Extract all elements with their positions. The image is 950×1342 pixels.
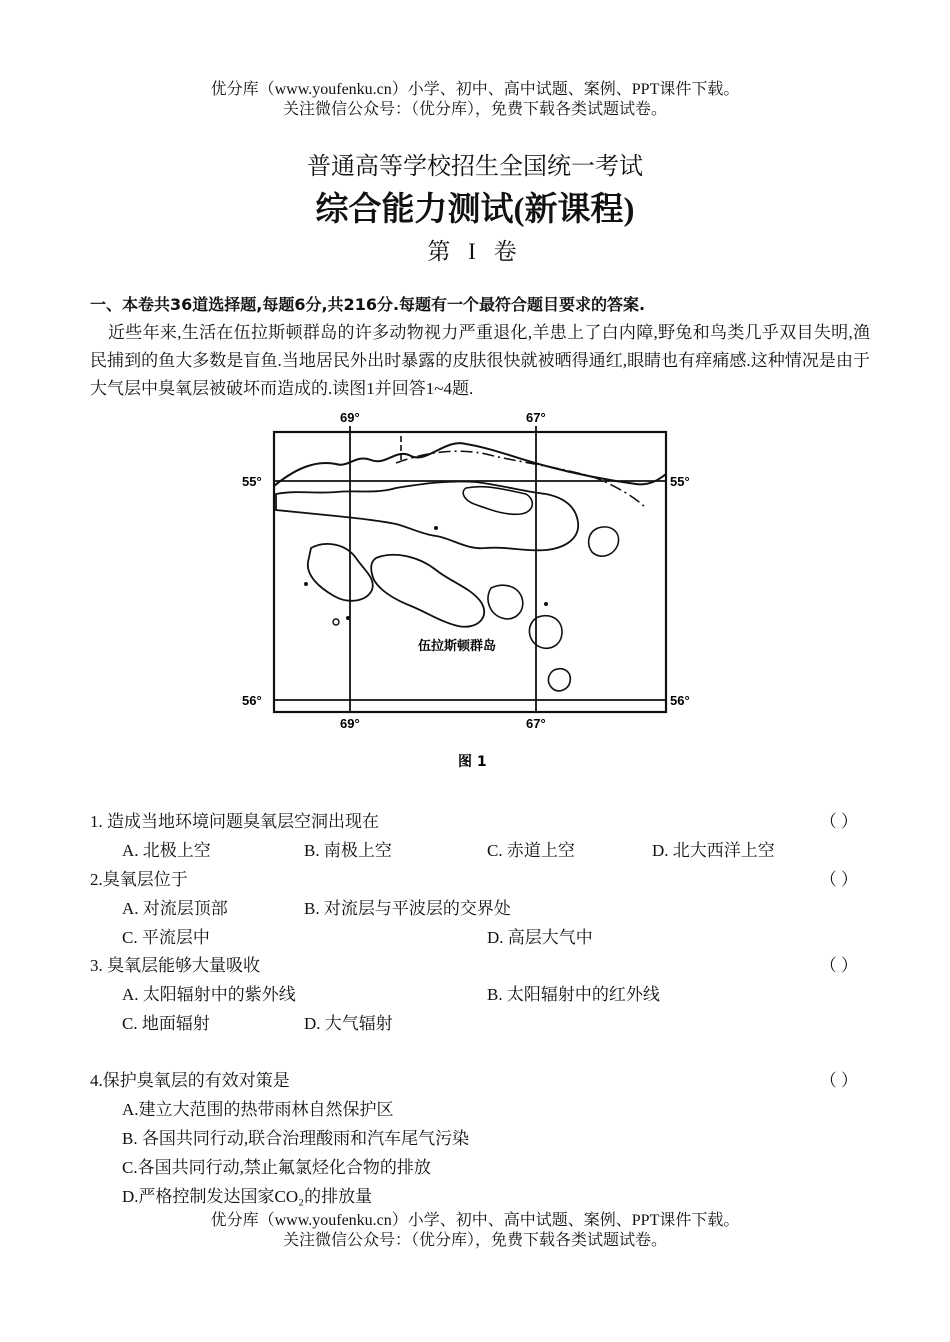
q4-option-c: C.各国共同行动,禁止氟氯烃化合物的排放 <box>122 1158 431 1177</box>
question-stem: 1. 造成当地环境问题臭氧层空洞出现在 <box>90 812 379 831</box>
question-2 <box>90 866 860 894</box>
map-figure <box>236 408 706 778</box>
q1-option-c: C. 赤道上空 <box>487 841 575 860</box>
label-lon-69-top: 69° <box>340 410 360 425</box>
label-lon-69-bottom: 69° <box>340 716 360 731</box>
q3-option-b: B. 太阳辐射中的红外线 <box>487 985 660 1004</box>
island-west <box>308 544 373 601</box>
answer-bracket: （ ） <box>819 870 858 889</box>
footer-line-2: 关注微信公众号：（优分库），免费下载各类试题试卷。 <box>282 1232 667 1249</box>
question-1 <box>90 808 860 836</box>
label-lat-56-left: 56° <box>242 693 262 708</box>
island-south-2 <box>548 669 570 691</box>
island-far-east <box>589 527 619 556</box>
islet <box>346 616 350 620</box>
question-3 <box>90 952 860 980</box>
label-islands: 伍拉斯顿群岛 <box>418 639 497 654</box>
coastline-north <box>274 443 666 486</box>
section-intro <box>90 291 870 403</box>
label-lat-55-right: 55° <box>670 474 690 489</box>
islet <box>333 619 339 625</box>
exam-subtitle: 综合能力测试(新课程) <box>315 192 635 228</box>
q1-option-a: A. 北极上空 <box>122 841 211 860</box>
q2-option-c: C. 平流层中 <box>122 928 210 947</box>
q3-option-d: D. 大气辐射 <box>304 1014 393 1033</box>
q4-option-d: D.严格控制发达国家CO₂的排放量 <box>122 1187 373 1206</box>
answer-bracket: （ ） <box>819 956 858 975</box>
section-heading: 一、本卷共36道选择题,每题6分,共216分.每题有一个最符合题目要求的答案. <box>90 295 646 314</box>
reading-passage: 近些年来,生活在伍拉斯顿群岛的许多动物视力严重退化,羊患上了白内障,野兔和鸟类几乎双目失明,渔民捕到的鱼大多数是盲鱼.当地居民外出时暴露的皮肤很快就被晒得通红,眼睛也有痒痛感.这种情况是由于大气层中臭氧层被破坏而造成的.读图1并回答1~4题. <box>90 323 870 398</box>
islet <box>544 602 548 606</box>
label-lat-55-left: 55° <box>242 474 262 489</box>
island-south-1 <box>529 616 562 649</box>
island-east-1 <box>488 585 523 619</box>
island-main <box>276 481 578 550</box>
label-lon-67-bottom: 67° <box>526 716 546 731</box>
q1-option-d: D. 北大西洋上空 <box>652 841 775 860</box>
q2-option-d: D. 高层大气中 <box>487 928 593 947</box>
map-frame <box>274 432 666 712</box>
exam-title: 普通高等学校招生全国统一考试 <box>307 154 643 180</box>
q4-option-b: B. 各国共同行动,联合治理酸雨和汽车尾气污染 <box>122 1129 470 1148</box>
q3-option-c: C. 地面辐射 <box>122 1014 210 1033</box>
q2-option-a: A. 对流层顶部 <box>122 899 228 918</box>
answer-bracket: （ ） <box>819 1071 858 1090</box>
header-line-1: 优分库（www.youfenku.cn）小学、初中、高中试题、案例、PPT课件下载。 <box>210 81 740 98</box>
island-center <box>371 555 484 627</box>
question-stem: 2.臭氧层位于 <box>90 870 188 889</box>
footer-line-1: 优分库（www.youfenku.cn）小学、初中、高中试题、案例、PPT课件下载。 <box>210 1212 740 1229</box>
question-4 <box>90 1067 860 1095</box>
figure-caption: 图 1 <box>458 754 487 770</box>
islet <box>304 582 308 586</box>
label-lat-56-right: 56° <box>670 693 690 708</box>
question-stem: 3. 臭氧层能够大量吸收 <box>90 956 260 975</box>
q4-option-a: A.建立大范围的热带雨林自然保护区 <box>122 1100 394 1119</box>
q1-option-b: B. 南极上空 <box>304 841 392 860</box>
islet <box>434 526 438 530</box>
q3-option-a: A. 太阳辐射中的紫外线 <box>122 985 296 1004</box>
answer-bracket: （ ） <box>819 812 858 831</box>
q2-option-b: B. 对流层与平波层的交界处 <box>304 899 511 918</box>
header-line-2: 关注微信公众号：（优分库），免费下载各类试题试卷。 <box>282 101 667 118</box>
label-lon-67-top: 67° <box>526 410 546 425</box>
question-stem: 4.保护臭氧层的有效对策是 <box>90 1071 290 1090</box>
volume-label: 第 I 卷 <box>427 239 523 264</box>
